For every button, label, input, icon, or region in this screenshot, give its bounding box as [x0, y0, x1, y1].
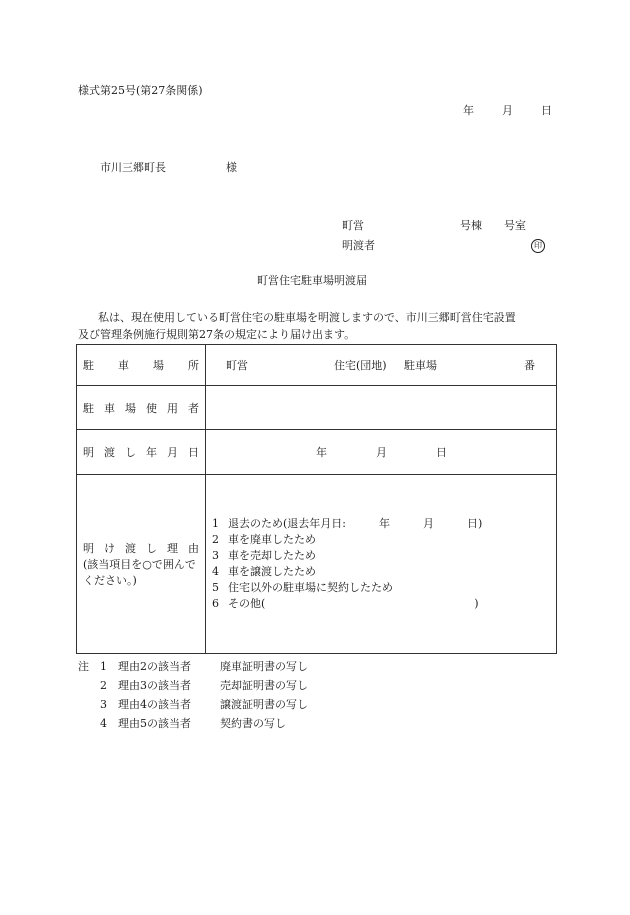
reason-number: 5 — [212, 581, 219, 594]
location-number-suffix: 番 — [524, 359, 535, 372]
label-char: 車 — [104, 401, 115, 415]
label-char: 車 — [118, 359, 129, 372]
parking-location-row — [77, 345, 557, 386]
reason-number: 3 — [212, 549, 219, 562]
reason-text: その他( ) — [228, 597, 479, 610]
reason-text: 車を売却したため — [228, 549, 316, 562]
submission-date — [463, 104, 552, 118]
reason-list — [212, 516, 550, 612]
label-char: し — [146, 541, 157, 555]
label-char: 者 — [188, 401, 199, 415]
parking-user-field[interactable] — [206, 386, 557, 430]
location-complex: 住宅(団地) — [334, 359, 387, 372]
note-number: 4 — [100, 717, 107, 730]
reason-instruction: (該当項目を○で囲んでください。) — [83, 557, 196, 587]
note-doc: 契約書の写し — [220, 717, 286, 730]
document-title: 町営住宅駐車場明渡届 — [257, 274, 367, 287]
date-day: 日 — [541, 104, 552, 117]
note-doc: 売却証明書の写し — [220, 679, 308, 692]
reason-text: 退去のため(退去年月日: 年 月 日) — [228, 517, 483, 530]
applicant-address-prefix: 町営 — [342, 219, 364, 232]
handover-reason-row — [77, 475, 557, 654]
reason-text: 住宅以外の駐車場に契約したため — [228, 581, 393, 594]
applicant-building-suffix: 号棟 — [460, 219, 482, 232]
note-number: 3 — [100, 698, 107, 711]
parking-location-field[interactable] — [206, 345, 557, 386]
note-doc: 廃車証明書の写し — [220, 660, 308, 673]
reason-item[interactable] — [212, 564, 550, 580]
parking-user-row — [77, 386, 557, 430]
applicant-address-row — [342, 217, 545, 237]
reason-text: 車を廃車したため — [228, 533, 316, 546]
label-char: し — [125, 446, 136, 459]
reason-number: 1 — [212, 517, 219, 530]
body-line-1: 私は、現在使用している町営住宅の駐車場を明渡しますので、市川三郷町営住宅設置 — [98, 311, 516, 324]
handover-year: 年 — [316, 446, 327, 459]
handover-date-label — [77, 430, 206, 475]
reason-number: 6 — [212, 597, 219, 610]
parking-user-label — [77, 386, 206, 430]
handover-date-row — [77, 430, 557, 475]
location-parking: 駐車場 — [404, 359, 437, 372]
body-text — [78, 309, 558, 343]
reason-number: 2 — [212, 533, 219, 546]
note-doc: 譲渡証明書の写し — [220, 698, 308, 711]
location-prefix: 町営 — [226, 359, 248, 372]
date-year: 年 — [463, 104, 474, 117]
handover-reason-label — [77, 475, 206, 654]
parking-location-label — [77, 345, 206, 386]
note-case: 理由2の該当者 — [118, 660, 191, 673]
note-number: 1 — [100, 660, 107, 673]
label-char: 渡 — [104, 446, 115, 459]
label-char: 明 — [83, 541, 94, 555]
notification-table — [76, 344, 557, 654]
addressee-honorific: 様 — [226, 161, 237, 174]
note-number: 2 — [100, 679, 107, 692]
notes-prefix: 注 — [78, 660, 89, 673]
label-char: 年 — [146, 446, 157, 459]
form-number: 様式第25号(第27条関係) — [78, 84, 203, 97]
addressee-name: 市川三郷町長 — [100, 161, 166, 174]
handover-day: 日 — [436, 446, 447, 459]
applicant-block — [342, 217, 545, 257]
reason-item[interactable] — [212, 532, 550, 548]
reason-item[interactable] — [212, 596, 550, 612]
note-case: 理由5の該当者 — [118, 717, 191, 730]
reason-item[interactable] — [212, 516, 550, 532]
label-char: 明 — [83, 446, 94, 459]
label-char: 月 — [167, 446, 178, 459]
handover-month: 月 — [376, 446, 387, 459]
label-char: 渡 — [125, 541, 136, 555]
addressee — [100, 161, 237, 175]
label-char: 使 — [146, 401, 157, 415]
date-month: 月 — [502, 104, 513, 117]
label-char: 場 — [125, 401, 136, 415]
handover-date-field[interactable] — [206, 430, 557, 475]
body-line-2: 及び管理条例施行規則第27条の規定により届け出ます。 — [78, 328, 356, 341]
label-char: 場 — [153, 359, 164, 372]
reason-item[interactable] — [212, 548, 550, 564]
label-char: 駐 — [83, 359, 94, 372]
label-char: 駐 — [83, 401, 94, 415]
label-char: 由 — [188, 541, 199, 555]
note-case: 理由3の該当者 — [118, 679, 191, 692]
applicant-name-label: 明渡者 — [342, 239, 375, 252]
reason-number: 4 — [212, 565, 219, 578]
label-char: 日 — [188, 446, 199, 459]
label-char: 用 — [167, 401, 178, 415]
label-char: 理 — [167, 541, 178, 555]
label-char: 所 — [188, 359, 199, 372]
applicant-room-suffix: 号室 — [504, 219, 526, 232]
label-char: け — [104, 541, 115, 555]
note-case: 理由4の該当者 — [118, 698, 191, 711]
reason-item[interactable] — [212, 580, 550, 596]
applicant-name-row — [342, 237, 545, 257]
handover-reason-field[interactable] — [206, 475, 557, 654]
seal-icon: 印 — [531, 239, 545, 253]
reason-text: 車を譲渡したため — [228, 565, 316, 578]
